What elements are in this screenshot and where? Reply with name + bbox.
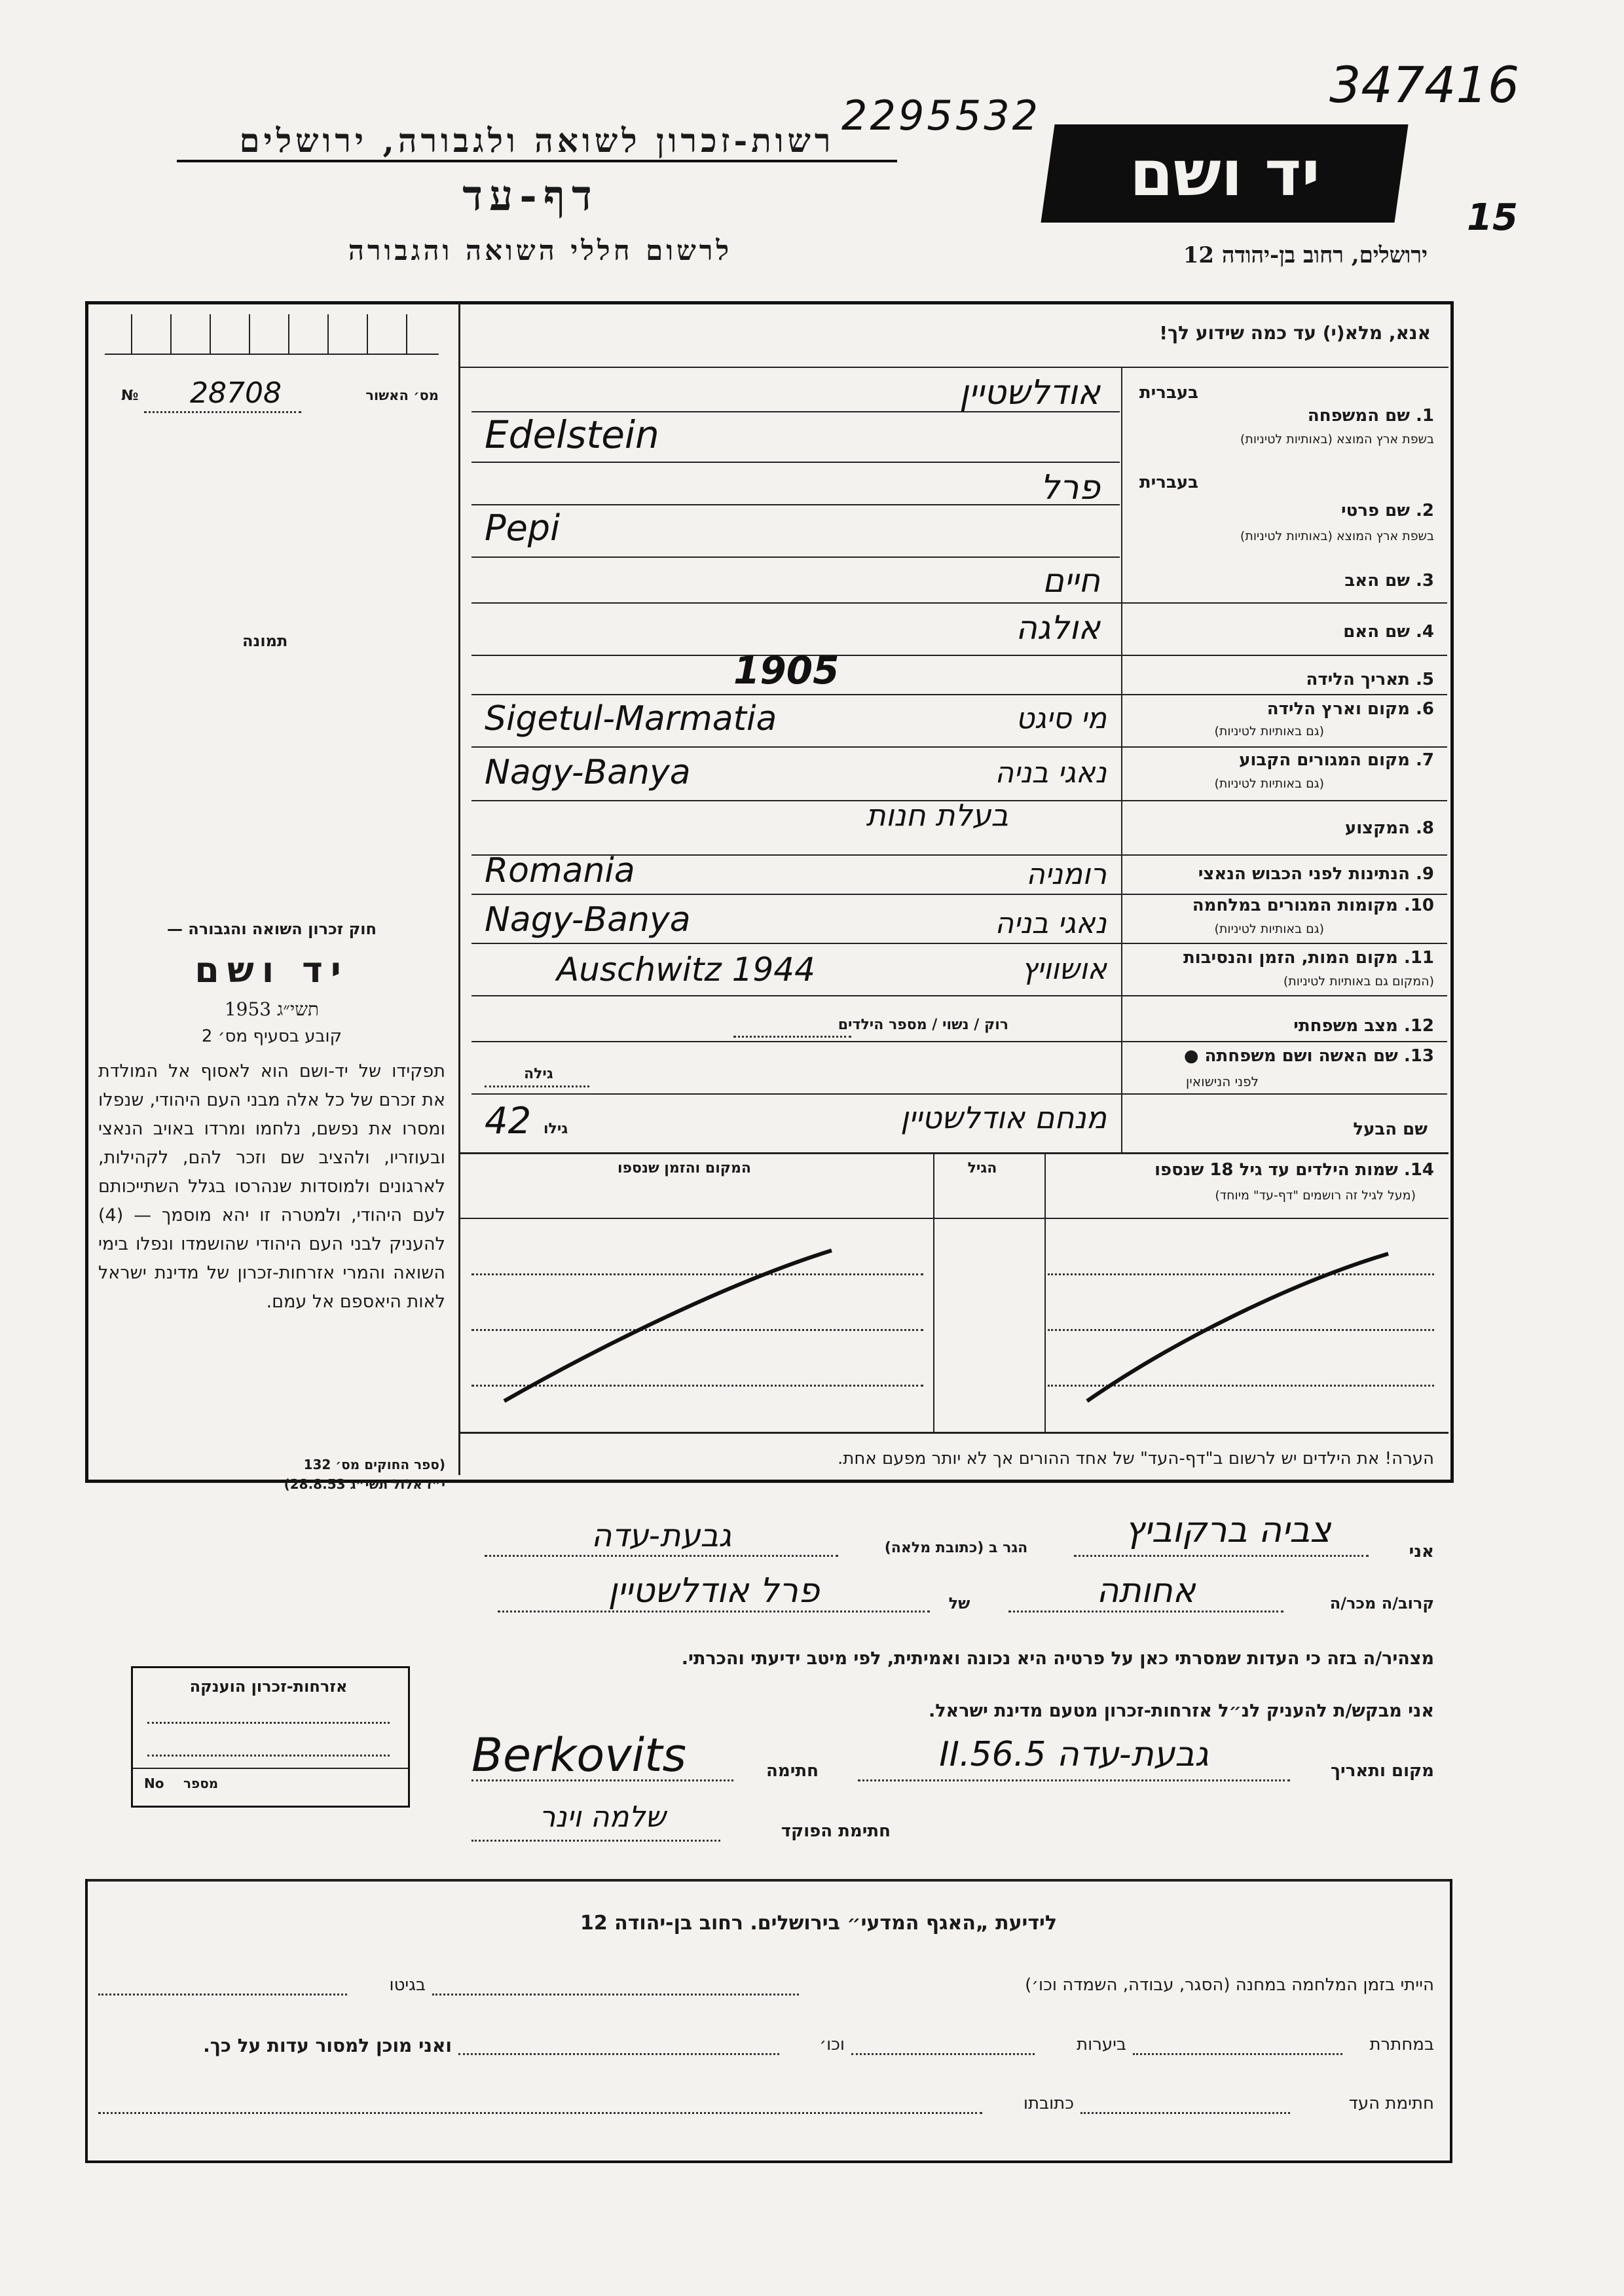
relation-value: אחותה <box>1096 1571 1196 1611</box>
latin-sublabel-2: בשפת ארץ המוצא (באותיות לטיניות) <box>1240 529 1434 543</box>
death-place-hebrew: אושוויץ <box>1021 953 1107 986</box>
form-subtitle: לרשום חללי השואה והגבורה <box>348 234 733 266</box>
citizenship-box-title: אזרחות-זכרון הוענקה <box>189 1677 348 1696</box>
field-label-death-place: 11. מקום המות, הזמן והנסיבות <box>1183 948 1434 968</box>
approval-number-value: 28708 <box>190 376 282 410</box>
father-name: חיים <box>1042 562 1100 600</box>
law-title: חוק זכרון השואה והגבורה — <box>166 920 377 938</box>
etc-label: וכו׳ <box>819 2035 845 2054</box>
field-label-birth-place: 6. מקום וארץ הלידה <box>1266 699 1434 719</box>
mother-name: אולגה <box>1016 609 1100 647</box>
handwritten-corner-mark: 15 <box>1467 196 1518 239</box>
nationality-hebrew: רומניה <box>1026 858 1107 891</box>
scientific-dept-heading: לידיעת „האגף המדעי״ בירושלים. רחוב בן-יהודה 12 <box>580 1912 1058 1935</box>
death-place-sublabel: (המקום גם באותיות לטיניות) <box>1283 974 1434 989</box>
label-column-divider <box>1121 367 1122 1152</box>
field-label-husband-name: שם הבעל <box>1353 1120 1428 1139</box>
relation-of-name: פרל אודלשטיין <box>608 1571 820 1611</box>
family-name-hebrew: אודלשטיין <box>959 373 1100 412</box>
occupation: בעלת חנות <box>866 797 1008 833</box>
citizenship-no-mark: No <box>144 1776 164 1791</box>
header-address: ירושלים, רחוב בן-יהודה 12 <box>1183 242 1428 268</box>
form-instruction: אנא, מלא(י) עד כמה שידוע לך! <box>1159 322 1431 344</box>
wartime-residence-latin: Nagy-Banya <box>485 900 691 939</box>
law-reference-1: (ספר החוקים מס׳ 132 <box>303 1457 445 1472</box>
underground-label: במחתרת <box>1369 2035 1434 2054</box>
wife-name-sublabel: לפני הנישואין <box>1185 1074 1259 1089</box>
officer-signature-label: חתימת הפוקד <box>781 1821 891 1841</box>
children-section-sublabel: (מעל לגיל זה רושמים "דף-עד" מיוחד) <box>1215 1188 1416 1203</box>
law-name: יד ושם <box>194 949 349 991</box>
marital-status-options: רוק / נשוי / מספר הילדים <box>838 1017 1008 1033</box>
children-section-label: 14. שמות הילדים עד גיל 18 שנספו <box>1154 1160 1434 1180</box>
logo-text: יד ושם <box>1129 137 1320 210</box>
hebrew-label-2: בעברית <box>1139 473 1198 492</box>
place-date-label: מקום ותאריך <box>1331 1761 1434 1781</box>
approval-no-mark: № <box>121 388 139 404</box>
residence-hebrew: נאגי בניה <box>995 756 1107 790</box>
witness-signature-label: חתימת העד <box>1348 2094 1434 2113</box>
residence-sublabel: (גם באותיות לטיניות) <box>1214 776 1324 791</box>
left-column-divider <box>458 303 460 1475</box>
hebrew-label-1: בעברית <box>1139 383 1198 403</box>
relation-label: קרוב/ה מכר/ה <box>1329 1594 1434 1613</box>
birth-place-sublabel: (גם באותיות לטיניות) <box>1214 724 1324 738</box>
birth-place-latin: Sigetul-Marmatia <box>485 699 777 738</box>
first-name-latin: Pepi <box>485 507 561 549</box>
witness-address-label: כתובתו <box>1023 2094 1074 2113</box>
handwritten-id-top-right: 347416 <box>1329 56 1520 114</box>
law-reference-2: י״ז אלול תשי״ג 28.8.53) <box>284 1476 445 1492</box>
children-place-column-header: המקום והזמן שנספו <box>618 1160 751 1176</box>
approval-number-label: מס׳ האשור <box>365 388 439 403</box>
children-age-column-header: הגיל <box>967 1160 997 1176</box>
citizenship-request: אני מבקש/ת להעניק לנ״ל אזרחות-זכרון מטעם מדינת ישראל. <box>928 1701 1434 1721</box>
field-label-nationality: 9. הנתינות לפני הכבוש הנאצי <box>1198 864 1434 884</box>
children-strikeout-left <box>498 1244 838 1414</box>
bottom-frame <box>85 1879 1452 2163</box>
birth-place-hebrew: מי סיגט <box>1016 702 1107 735</box>
forests-label: ביערות <box>1077 2035 1126 2054</box>
field-label-first-name: 2. שם פרטי <box>1341 501 1434 520</box>
tick-boxes <box>105 314 439 355</box>
citizenship-number-label: מספר <box>183 1776 219 1791</box>
law-clause: קובע בסעיף מס׳ 2 <box>201 1027 342 1046</box>
field-label-family-name: 1. שם המשפחה <box>1307 406 1434 426</box>
children-note: הערה! את הילדים יש לרשום ב"דף-העד" של אחד ההורים אך לא יותר מפעם אחת. <box>837 1449 1434 1468</box>
law-year-line: 1953 תשי״ג <box>224 998 320 1020</box>
photo-label: תמונה <box>242 632 288 650</box>
form-title: דף-עד <box>462 172 599 221</box>
husband-name: מנחם אודלשטיין <box>900 1100 1107 1135</box>
field-label-occupation: 8. המקצוע <box>1344 818 1434 838</box>
field-label-father-name: 3. שם האב <box>1344 571 1434 591</box>
field-label-wartime-residence: 10. מקומות המגורים במלחמה <box>1192 896 1434 915</box>
declarant-address-label: הגר ב (כתובת מלאה) <box>884 1540 1028 1556</box>
truth-statement: מצהיר/ה בזה כי העדות שמסרתי כאן על פרטיה היא נכונה ואמיתית, לפי מיטב ידיעתי והכרתי. <box>681 1649 1434 1669</box>
declarant-name: צביה ברקוביץ <box>1124 1509 1331 1550</box>
signature-label: חתימה <box>766 1761 819 1781</box>
residence-latin: Nagy-Banya <box>485 753 691 792</box>
wife-age-label: גילה <box>524 1066 553 1082</box>
yad-vashem-logo <box>1041 124 1408 223</box>
wartime-residence-sublabel: (גם באותיות לטיניות) <box>1214 922 1324 936</box>
birth-date: 1905 <box>733 648 840 693</box>
handwritten-id-top-center: 2295532 <box>841 92 1041 139</box>
husband-age-label: גילו <box>544 1121 568 1137</box>
law-body: תפקידו של יד-ושם הוא לאסוף אל המולדת את זכרם של כל אלה מבני העם היהודי, שנפלו ומסרו את נפשם, נלחמו ומרדו באויב הנאצי ובעוזריו, ולהציב שם וזכר להם, לקהילות, לארגונים ולמוסדות שנהרסו בגלל השתייכותם לעם היהודי, ולמטרה זו יהא מוסמך — (4) להעניק לבני העם היהודי שהושמדו ונפלו בימי השואה והמרי אזרחות-זכרון של מדינת ישראל לאות היאספם אל עמם. <box>98 1061 445 1312</box>
org-name-line: רשות-זכרון לשואה ולגבורה, ירושלים <box>177 121 897 162</box>
death-place-latin: Auschwitz 1944 <box>557 951 815 989</box>
ghetto-label: בגיטו <box>389 1975 426 1995</box>
approval-number-line <box>144 411 301 413</box>
latin-sublabel-1: בשפת ארץ המוצא (באותיות לטיניות) <box>1240 432 1434 446</box>
officer-signature-value: שלמה וינר <box>539 1800 666 1834</box>
camp-question: הייתי בזמן המלחמה במחנה (הסגר, עבודה, השמדה וכו׳) <box>1025 1975 1434 1995</box>
declarant-address: גבעת-עדה <box>591 1518 732 1554</box>
first-name-hebrew: פרל <box>1040 468 1100 507</box>
wartime-residence-hebrew: נאגי בניה <box>995 907 1107 940</box>
children-strikeout-right <box>1080 1244 1395 1414</box>
instruction-row-line <box>458 367 1449 368</box>
field-label-birth-date: 5. תאריך הלידה <box>1306 670 1434 689</box>
field-label-marital-status: 12. מצב משפחתי <box>1293 1016 1434 1036</box>
willing-to-testify: ואני מוכן למסור עדות על כך. <box>203 2035 452 2056</box>
field-label-residence: 7. מקום המגורים הקבוע <box>1239 750 1434 770</box>
nationality-latin: Romania <box>485 851 635 890</box>
declaration-i-label: אני <box>1409 1542 1434 1561</box>
family-name-latin: Edelstein <box>485 412 659 457</box>
of-label: של <box>948 1594 970 1613</box>
husband-age: 42 <box>485 1100 532 1142</box>
place-date-value: גבעת-עדה 5.II.56 <box>939 1735 1209 1774</box>
signature-value: Berkovits <box>471 1728 687 1782</box>
field-label-wife-name: 13. שם האשה ושם משפחתה ● <box>1183 1046 1434 1066</box>
field-label-mother-name: 4. שם האם <box>1343 622 1434 642</box>
